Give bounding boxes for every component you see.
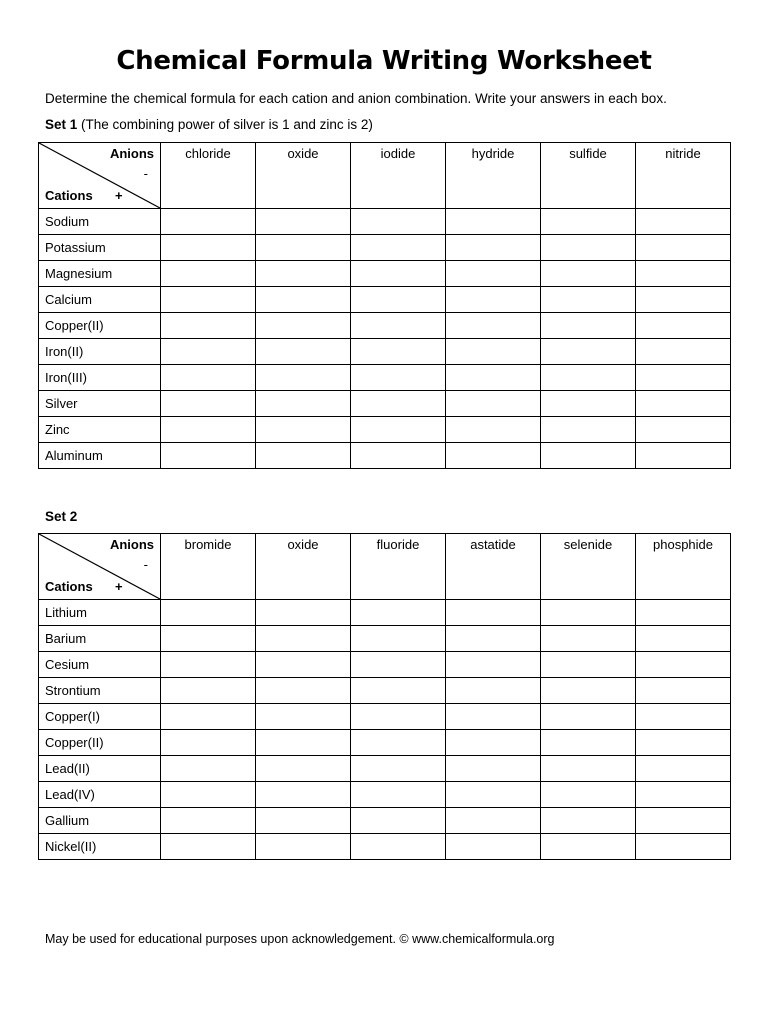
answer-box[interactable] (256, 209, 351, 235)
cation-label: Cesium (39, 652, 161, 678)
answer-box[interactable] (541, 834, 636, 860)
answer-box[interactable] (636, 678, 731, 704)
table-row (39, 730, 731, 756)
answer-box[interactable] (256, 730, 351, 756)
set1-label (45, 117, 373, 132)
answer-box[interactable] (161, 678, 256, 704)
footer-note: May be used for educational purposes upon acknowledgement. © www.chemicalformula.org (45, 932, 555, 946)
cation-label: Barium (39, 626, 161, 652)
answer-box[interactable] (256, 313, 351, 339)
table-row (39, 652, 731, 678)
answer-box[interactable] (446, 261, 541, 287)
answer-box[interactable] (446, 391, 541, 417)
cation-label: Nickel(II) (39, 834, 161, 860)
table-row (39, 600, 731, 626)
cation-label: Sodium (39, 209, 161, 235)
anion-header: chloride (161, 143, 256, 209)
answer-box[interactable] (256, 417, 351, 443)
cation-label: Copper(II) (39, 313, 161, 339)
answer-box[interactable] (256, 443, 351, 469)
cation-label: Lead(II) (39, 756, 161, 782)
table-row (39, 339, 731, 365)
answer-box[interactable] (541, 626, 636, 652)
cation-label: Gallium (39, 808, 161, 834)
answer-box[interactable] (256, 678, 351, 704)
answer-box[interactable] (161, 313, 256, 339)
cation-label: Iron(III) (39, 365, 161, 391)
answer-box[interactable] (541, 443, 636, 469)
answer-box[interactable] (161, 417, 256, 443)
answer-box[interactable] (351, 209, 446, 235)
table-row (39, 417, 731, 443)
answer-box[interactable] (636, 339, 731, 365)
answer-box[interactable] (446, 626, 541, 652)
answer-box[interactable] (161, 704, 256, 730)
answer-box[interactable] (541, 391, 636, 417)
answer-box[interactable] (446, 834, 541, 860)
answer-box[interactable] (351, 834, 446, 860)
answer-box[interactable] (351, 678, 446, 704)
anion-header: bromide (161, 534, 256, 600)
corner-minus-sign: - (143, 557, 148, 572)
answer-box[interactable] (161, 365, 256, 391)
table-row (39, 756, 731, 782)
answer-box[interactable] (541, 652, 636, 678)
answer-box[interactable] (446, 417, 541, 443)
answer-box[interactable] (541, 209, 636, 235)
answer-box[interactable] (541, 756, 636, 782)
answer-box[interactable] (541, 235, 636, 261)
answer-box[interactable] (446, 209, 541, 235)
cation-label: Copper(I) (39, 704, 161, 730)
answer-box[interactable] (161, 756, 256, 782)
answer-box[interactable] (541, 261, 636, 287)
answer-box[interactable] (636, 834, 731, 860)
answer-box[interactable] (351, 235, 446, 261)
corner-anions-label: Anions (109, 537, 154, 552)
answer-box[interactable] (636, 391, 731, 417)
anion-header: sulfide (541, 143, 636, 209)
corner-plus-sign: + (115, 579, 123, 594)
answer-box[interactable] (636, 626, 731, 652)
answer-box[interactable] (161, 730, 256, 756)
answer-box[interactable] (636, 782, 731, 808)
answer-box[interactable] (161, 261, 256, 287)
cation-label: Lithium (39, 600, 161, 626)
answer-box[interactable] (161, 443, 256, 469)
answer-box[interactable] (446, 443, 541, 469)
answer-box[interactable] (541, 704, 636, 730)
answer-box[interactable] (351, 626, 446, 652)
cation-label: Lead(IV) (39, 782, 161, 808)
anion-header: oxide (256, 143, 351, 209)
answer-box[interactable] (636, 704, 731, 730)
corner-anions-label: Anions (109, 146, 154, 161)
answer-box[interactable] (541, 782, 636, 808)
answer-box[interactable] (636, 313, 731, 339)
set2-table (38, 533, 731, 860)
anion-header: nitride (636, 143, 731, 209)
answer-box[interactable] (636, 756, 731, 782)
cation-label: Calcium (39, 287, 161, 313)
answer-box[interactable] (161, 235, 256, 261)
cation-label: Magnesium (39, 261, 161, 287)
header-row (39, 534, 731, 600)
cation-label: Potassium (39, 235, 161, 261)
table-row (39, 209, 731, 235)
answer-box[interactable] (636, 261, 731, 287)
answer-box[interactable] (446, 704, 541, 730)
answer-box[interactable] (256, 261, 351, 287)
answer-box[interactable] (636, 209, 731, 235)
answer-box[interactable] (161, 834, 256, 860)
table-row (39, 443, 731, 469)
table-row (39, 235, 731, 261)
answer-box[interactable] (256, 339, 351, 365)
cation-label: Aluminum (39, 443, 161, 469)
answer-box[interactable] (636, 652, 731, 678)
set1-body (39, 209, 731, 469)
cation-label: Iron(II) (39, 339, 161, 365)
answer-box[interactable] (351, 261, 446, 287)
table-row (39, 261, 731, 287)
answer-box[interactable] (256, 756, 351, 782)
table-row (39, 678, 731, 704)
answer-box[interactable] (446, 730, 541, 756)
answer-box[interactable] (636, 365, 731, 391)
answer-box[interactable] (351, 652, 446, 678)
set2-body (39, 600, 731, 860)
page-title: Chemical Formula Writing Worksheet (116, 46, 652, 76)
answer-box[interactable] (541, 730, 636, 756)
answer-box[interactable] (446, 287, 541, 313)
answer-box[interactable] (161, 209, 256, 235)
answer-box[interactable] (256, 808, 351, 834)
answer-box[interactable] (256, 704, 351, 730)
cation-label: Copper(II) (39, 730, 161, 756)
header-row (39, 143, 731, 209)
table-row (39, 287, 731, 313)
answer-box[interactable] (351, 365, 446, 391)
answer-box[interactable] (351, 730, 446, 756)
answer-box[interactable] (446, 756, 541, 782)
answer-box[interactable] (636, 417, 731, 443)
cation-label: Zinc (39, 417, 161, 443)
anion-header: astatide (446, 534, 541, 600)
anion-header: oxide (256, 534, 351, 600)
set2-label: Set 2 (45, 509, 78, 524)
answer-box[interactable] (351, 756, 446, 782)
answer-box[interactable] (636, 235, 731, 261)
instructions: Determine the chemical formula for each cation and anion combination. Write your answers in each box. (45, 91, 667, 106)
answer-box[interactable] (446, 339, 541, 365)
answer-box[interactable] (541, 287, 636, 313)
anion-header: iodide (351, 143, 446, 209)
answer-box[interactable] (446, 313, 541, 339)
answer-box[interactable] (541, 339, 636, 365)
answer-box[interactable] (351, 443, 446, 469)
table-row (39, 834, 731, 860)
set1-table (38, 142, 731, 469)
answer-box[interactable] (351, 391, 446, 417)
corner-cations-label: Cations (45, 579, 93, 594)
anion-header: phosphide (636, 534, 731, 600)
answer-box[interactable] (161, 782, 256, 808)
answer-box[interactable] (256, 600, 351, 626)
answer-box[interactable] (161, 339, 256, 365)
table-row (39, 704, 731, 730)
answer-box[interactable] (446, 235, 541, 261)
answer-box[interactable] (351, 339, 446, 365)
anion-header: fluoride (351, 534, 446, 600)
answer-box[interactable] (541, 417, 636, 443)
answer-box[interactable] (351, 313, 446, 339)
corner-cell (39, 143, 161, 209)
answer-box[interactable] (161, 287, 256, 313)
answer-box[interactable] (636, 600, 731, 626)
answer-box[interactable] (541, 365, 636, 391)
anion-header: hydride (446, 143, 541, 209)
answer-box[interactable] (446, 678, 541, 704)
answer-box[interactable] (446, 365, 541, 391)
answer-box[interactable] (161, 600, 256, 626)
answer-box[interactable] (256, 834, 351, 860)
cation-label: Strontium (39, 678, 161, 704)
answer-box[interactable] (541, 600, 636, 626)
answer-box[interactable] (161, 391, 256, 417)
table-row (39, 365, 731, 391)
answer-box[interactable] (351, 782, 446, 808)
answer-box[interactable] (351, 808, 446, 834)
answer-box[interactable] (161, 626, 256, 652)
answer-box[interactable] (351, 287, 446, 313)
answer-box[interactable] (161, 652, 256, 678)
corner-plus-sign: + (115, 188, 123, 203)
answer-box[interactable] (541, 808, 636, 834)
table-row (39, 391, 731, 417)
answer-box[interactable] (636, 730, 731, 756)
set1-label-bold: Set 1 (45, 117, 78, 132)
answer-box[interactable] (636, 808, 731, 834)
answer-box[interactable] (636, 287, 731, 313)
answer-box[interactable] (256, 626, 351, 652)
answer-box[interactable] (256, 235, 351, 261)
answer-box[interactable] (351, 600, 446, 626)
answer-box[interactable] (351, 417, 446, 443)
answer-box[interactable] (446, 808, 541, 834)
answer-box[interactable] (161, 808, 256, 834)
answer-box[interactable] (541, 313, 636, 339)
set1-label-note: (The combining power of silver is 1 and zinc is 2) (77, 117, 373, 132)
answer-box[interactable] (256, 391, 351, 417)
table-row (39, 626, 731, 652)
corner-cell (39, 534, 161, 600)
answer-box[interactable] (256, 652, 351, 678)
corner-minus-sign: - (143, 166, 148, 181)
answer-box[interactable] (541, 678, 636, 704)
table-row (39, 808, 731, 834)
anion-header: selenide (541, 534, 636, 600)
answer-box[interactable] (446, 782, 541, 808)
answer-box[interactable] (446, 600, 541, 626)
answer-box[interactable] (636, 443, 731, 469)
table-row (39, 313, 731, 339)
answer-box[interactable] (256, 287, 351, 313)
answer-box[interactable] (351, 704, 446, 730)
answer-box[interactable] (446, 652, 541, 678)
cation-label: Silver (39, 391, 161, 417)
corner-cations-label: Cations (45, 188, 93, 203)
answer-box[interactable] (256, 365, 351, 391)
answer-box[interactable] (256, 782, 351, 808)
table-row (39, 782, 731, 808)
